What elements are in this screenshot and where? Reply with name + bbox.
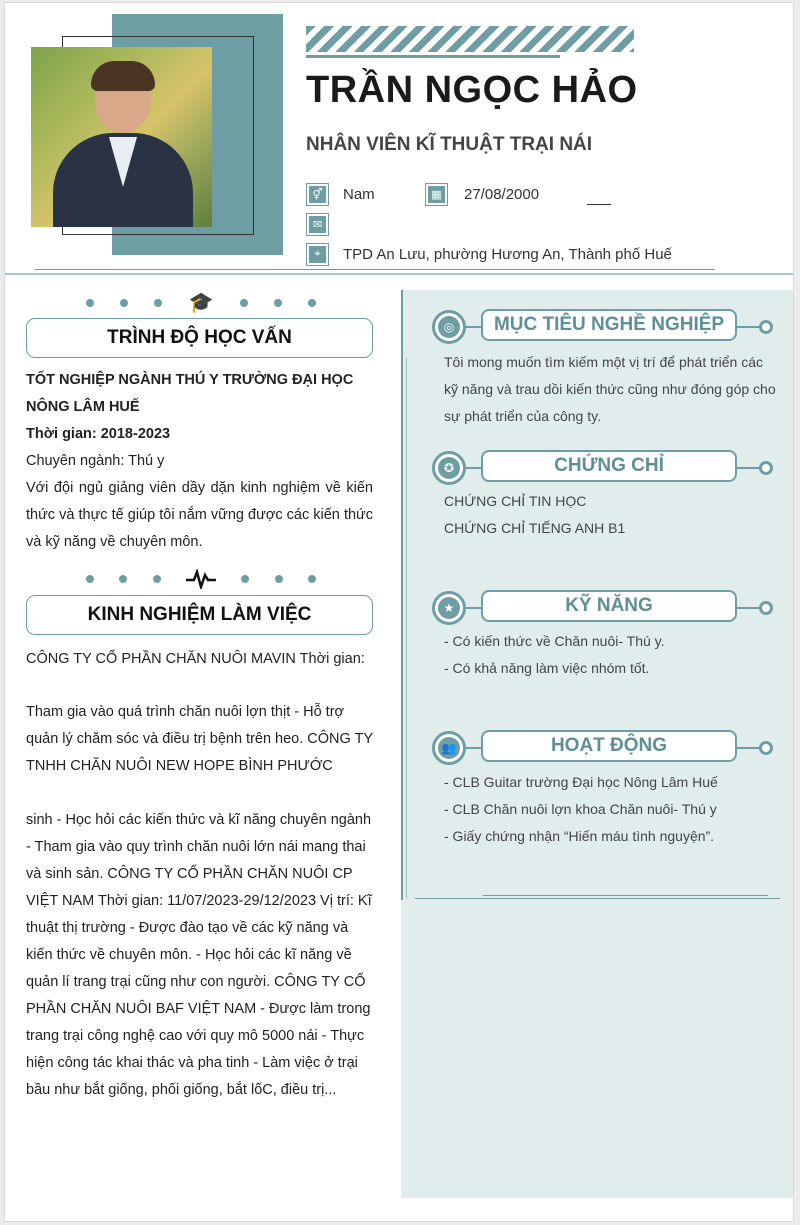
skills-connector-right [737, 607, 761, 609]
dot [120, 299, 128, 307]
activity-item: - Giấy chứng nhận “Hiến máu tình nguyện”. [444, 828, 715, 844]
education-dot-row [86, 293, 316, 313]
header-divider-thin [35, 269, 715, 270]
email-icon: ✉ [306, 213, 329, 236]
gender-icon: ⚥ [306, 183, 329, 206]
full-name: TRẦN NGỌC HẢO [306, 69, 638, 111]
degree-line: NÔNG LÂM HUẾ [26, 399, 140, 415]
dot [153, 575, 161, 583]
activities-connector-right [737, 747, 761, 749]
resume-page [4, 2, 794, 1222]
skills-heading: KỸ NĂNG [481, 590, 737, 622]
location-icon: ⌖ [306, 243, 329, 266]
experience-dot-row [86, 569, 316, 589]
dot [274, 299, 282, 307]
photo-hair [91, 61, 155, 91]
activity-item: - CLB Chăn nuôi lợn khoa Chăn nuôi- Thú y [444, 801, 717, 817]
certificate-item: CHỨNG CHỈ TIẾNG ANH B1 [444, 520, 626, 536]
cert-end-dot [759, 461, 773, 475]
dot [86, 575, 94, 583]
certificates-heading: CHỨNG CHỈ [481, 450, 737, 482]
header-divider [5, 273, 794, 275]
certificate-item: CHỨNG CHỈ TIN HỌC [444, 493, 587, 509]
education-heading: TRÌNH ĐỘ HỌC VẤN [26, 318, 373, 358]
degree-line: TỐT NGHIỆP NGÀNH THÚ Y TRƯỜNG ĐẠI HỌC [26, 372, 354, 388]
dot [241, 575, 249, 583]
skill-item: - Có kiến thức về Chăn nuôi- Thú y. [444, 633, 665, 649]
birthdate-value: 27/08/2000 [464, 186, 540, 203]
award-icon: ✪ [432, 451, 466, 485]
activities-heading: HOẠT ĐỘNG [481, 730, 737, 762]
cert-connector-right [737, 467, 761, 469]
header-underline [306, 55, 560, 58]
experience-heading: KINH NGHIỆM LÀM VIỆC [26, 595, 373, 635]
education-description: Với đội ngủ giảng viên dầy dặn kinh nghiệm về kiến thức và thực tế giúp tôi nắm vững được các kiến thức và kỹ năng về chuyên môn. [26, 480, 373, 550]
dot [119, 575, 127, 583]
experience-paragraph: sinh - Học hỏi các kiến thức và kĩ năng chuyên ngành - Tham gia vào quy trình chăn nuôi lớn nái mang thai và sinh sản. CÔNG TY CỔ PHẦN CHĂN NUÔI CP VIỆT NAM Thời gian: 11/07/2023-29/12/2023 Vị trí: Kĩ thuật thị trường - Được đào tạo về các kỹ năng và kiến thức về chuyên môn. - Học hỏi các kĩ năng về quản lí trang trại cũng như con người. CÔNG TY CỔ PHẦN CHĂN NUÔI BAF VIỆT NAM - Được làm trong trang trại công nghệ cao với quy mô 5000 nái - Thực hiện công tác khai thác và pha tinh - Làm việc ở trại bầu như bắt giống, phối giống, bắt lốC, điều trị... [26, 812, 372, 1098]
header-stripes [306, 26, 634, 52]
pulse-icon [186, 569, 216, 589]
education-major: Chuyên ngành: Thú y [26, 453, 165, 469]
experience-intro: CÔNG TY CỔ PHẦN CHĂN NUÔI MAVIN Thời gian: [26, 651, 365, 667]
activity-item: - CLB Guitar trường Đại học Nông Lâm Huế [444, 774, 718, 790]
users-icon: 👥 [432, 731, 466, 765]
activities-end-dot [759, 741, 773, 755]
blank-field-line [587, 204, 611, 205]
job-title: NHÂN VIÊN KĨ THUẬT TRẠI NÁI [306, 134, 593, 155]
gender-value: Nam [343, 186, 375, 203]
objective-heading: MỤC TIÊU NGHỀ NGHIỆP [481, 309, 737, 341]
skill-item: - Có khả năng làm việc nhóm tốt. [444, 660, 650, 676]
panel-end-line-long [415, 898, 780, 899]
target-icon: ◎ [432, 310, 466, 344]
address-value: TPD An Lưu, phường Hương An, Thành phố Huế [343, 246, 672, 263]
dot [275, 575, 283, 583]
experience-paragraph: Tham gia vào quá trình chăn nuôi lợn thịt - Hỗ trợ quản lý chăm sóc và điều trị bệnh trên heo. CÔNG TY TNHH CHĂN NUÔI NEW HOPE BÌNH PHƯỚC [26, 704, 373, 774]
profile-photo [31, 47, 212, 227]
panel-border [401, 290, 403, 900]
objective-connector-right [737, 326, 761, 328]
education-period: Thời gian: 2018-2023 [26, 426, 171, 442]
education-content [26, 367, 373, 556]
panel-end-line [483, 895, 768, 896]
dot [308, 575, 316, 583]
objective-end-dot [759, 320, 773, 334]
star-icon: ★ [432, 591, 466, 625]
dot [308, 299, 316, 307]
graduation-cap-icon: 🎓 [188, 292, 214, 314]
calendar-icon: ▦ [425, 183, 448, 206]
dot [154, 299, 162, 307]
skills-end-dot [759, 601, 773, 615]
objective-text: Tôi mong muốn tìm kiếm một vị trí để phát triển các kỹ năng và trau dồi kiến thức cũng như đóng góp cho sự phát triển của công ty. [444, 354, 776, 424]
dot [86, 299, 94, 307]
dot [240, 299, 248, 307]
panel-border-inner [406, 358, 407, 898]
